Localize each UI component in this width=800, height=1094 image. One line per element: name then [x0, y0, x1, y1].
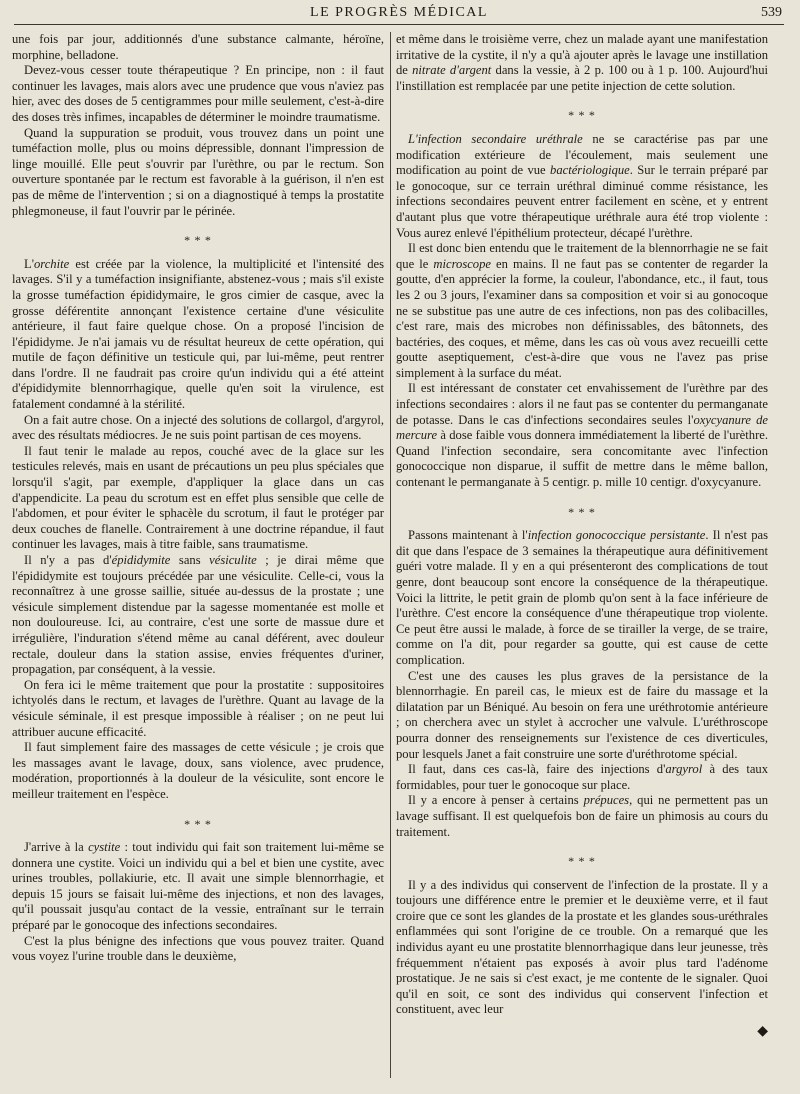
- section-separator: * * *: [184, 816, 212, 831]
- italic-term: nitrate d'argent: [412, 63, 492, 78]
- paragraph: [12, 257, 384, 413]
- italic-term: microscope: [433, 256, 491, 271]
- section-separator: * * *: [568, 504, 596, 519]
- paragraph-text: . Sur le terrain préparé par le gonocoque, sur ce terrain uréthral diminué comme résistance, les infections secondaires peuvent entrer facilement en scène, et y entrent d'autant plus que votre thérapeutique uréthrale aura été trop violente : Vous aurez enlevé l'épithélium protecteur, décapé l'urèthre.: [396, 163, 768, 240]
- paragraph-lead: Il y a encore à penser à certains: [408, 793, 584, 808]
- italic-term: épididymite: [111, 553, 171, 567]
- paragraph-text: Quand la suppuration se produit, vous trouvez dans un point une tuméfaction molle, plus ou moins dépressible, donnant l'impression de linge mouillé. Elle peut s'ouvrir par l'urèthre, ou par le rectum. Son ouverture spontanée par le rectum est favorable à la guérison, il n'en est pas de même de l'intervention ; si on a diagnostiqué à temps la prostatite phlegmoneuse, il faut l'ouvrir par le périnée.: [12, 125, 384, 218]
- column-divider: [390, 32, 391, 1078]
- paragraph: [396, 878, 768, 1018]
- paragraph-text: C'est une des causes les plus graves de la persistance de la blennorrhagie. En pareil cas, le mieux est de faire du massage et la dilatation par un Béniqué. Au besoin on fera une uréthrotomie antérieure ; on cherchera avec un stylet à accrocher une valvule. L'uréthroscope pourra donner des renseignements sur l'existence de ces diverticules, pour lesquels Janet a fait construire une sorte d'uréthrotome spécial.: [396, 668, 768, 761]
- paragraph: [396, 381, 768, 490]
- paragraph: [12, 553, 384, 678]
- paragraph-text: à des taux formidables, pour tuer le gonocoque sur place.: [396, 762, 768, 792]
- paragraph-lead: Passons maintenant à l': [408, 528, 528, 543]
- paragraph: [12, 444, 384, 553]
- italic-term: prépuces: [583, 793, 630, 808]
- paragraph-text: dans la vessie, à 2 p. 100 ou à 1 p. 100. Aujourd'hui l'instillation est remplacée par une petite injection de cette solution.: [396, 63, 768, 93]
- paragraph-lead: Il faut, dans ces cas-là, faire des injections d': [408, 762, 666, 777]
- italic-term: L'infection secondaire uréthrale: [408, 131, 583, 146]
- paragraph: [396, 528, 768, 668]
- section-separator: * * *: [184, 233, 212, 248]
- section-separator: * * *: [568, 854, 596, 869]
- paragraph: [12, 32, 384, 63]
- paragraph-lead: Il est donc bien entendu que le traitement de la blennorrhagie ne se fait que le: [396, 241, 768, 271]
- paragraph-lead: L': [24, 256, 34, 271]
- italic-term: argyrol: [665, 762, 703, 777]
- paragraph: [12, 413, 384, 444]
- paragraph-mid: sans: [170, 553, 210, 567]
- paragraph: [12, 126, 384, 220]
- paragraph-lead: J'arrive à la: [24, 840, 89, 855]
- paragraph: [396, 132, 768, 241]
- paragraph-text: une fois par jour, additionnés d'une substance calmante, héroïne, morphine, belladone.: [12, 32, 384, 62]
- paragraph-mid: ne se caractérise pas par une modification extérieure de l'écoulement, mais seulement une modification au point de vue: [396, 131, 768, 178]
- page-number: 539: [761, 5, 782, 20]
- page-header: [14, 4, 784, 25]
- italic-term: vésiculite: [209, 553, 257, 567]
- section-separator: * * *: [568, 108, 596, 123]
- end-ornament: ◆: [757, 1024, 768, 1040]
- text-columns: [12, 32, 790, 1084]
- italic-term: cystite: [88, 840, 121, 855]
- italic-term: bactériologique: [550, 163, 630, 178]
- paragraph-lead: Il est intéressant de constater cet envahissement de l'urèthre par des infections secondaires : alors il ne faut pas se contenter du permanganate de potasse. Dans le cas d'infections secondaires seules l': [396, 381, 768, 427]
- paragraph-text: . Il n'est pas dit que dans l'espace de 3 semaines la thérapeutique aura définitivement guéri votre malade. Il y en a qui présenteront des complications de tout genre, dont beaucoup sont encore la conséquence de la thérapeutique. Voici la littrite, le petit grain de plomb qu'on sent à la face inférieure de l'urèthre. C'est encore la conséquence d'une thérapeutique trop violente. Ce peut être aussi le malade, à force de se tirailler la verge, de se traire, comme on l'a dit, pour regarder sa goutte, qui est cause de cette complication.: [396, 528, 768, 667]
- paragraph-lead: et même dans le troisième verre, chez un malade ayant une manifestation irritative de la cystite, il n'y a qu'à ajouter après le lavage une instillation de: [396, 32, 768, 78]
- paragraph-text: à dose faible vous donnera immédiatement la liberté de l'urèthre. Quand l'infection secondaire, sera concomitante avec l'infection gonococcique non disparue, il suffit de mettre dans le même ballon, contenant le permanganate à 5 centigr. p. mille 10 centigr. d'oxycyanure.: [396, 428, 768, 490]
- left-column: [12, 32, 384, 1084]
- paragraph-text: ; je dirai même que l'épididymite est toujours précédée par une vésiculite. Celle-ci, vous la reconnaîtrez à une grosse saillie, située au-dessus de la prostate ; une vésicule simplement distendue par la sagesse momentanée est molle et non douloureuse. Ici, au contraire, c'est une sorte de massue dure et irrégulière, l'induration s'étend même au canal déférent, avec douleur rectale, douleur dans la station assise, envies fréquentes d'uriner, propagation, par conséquent, à la vessie.: [12, 553, 384, 677]
- paragraph-text: : tout individu qui fait son traitement lui-même se donnera une cystite. Voici un individu qui a bel et bien une cystite, avec urines troubles, pollakiurie, etc. Il avait une simple blennorrhagie, et depuis 15 jours se faisait lui-même des injections, et non des lavages, qu'il poussait jusqu'au contact de la vessie, entraînant sur le terrain préparé par le gonocoque des infections secondaires.: [12, 840, 384, 933]
- journal-title: LE PROGRÈS MÉDICAL: [310, 5, 488, 20]
- paragraph: [396, 241, 768, 381]
- paragraph: [12, 740, 384, 802]
- paragraph-text: Il y a des individus qui conservent de l'infection de la prostate. Il y a toujours une différence entre le premier et le deuxième verre, et il faut croire que ce sont les glandes de la prostate et les glandes sous-uréthrales enflammées qui sont l'origine de ce trouble. On a remarqué que les individus ayant eu une prostatite blennorrhagique dans leur jeunesse, très fréquemment n'étaient pas exposés à avoir plus tard l'adénome prostatique. Je ne sais si c'est exact, je me contente de le signaler. Quoi qu'il en soit, ce sont des individus qui conservent l'infection et constituent, avec leur: [396, 877, 768, 1017]
- paragraph-text: Il faut simplement faire des massages de cette vésicule ; je crois que les massages avant le lavage, doux, sans violence, avec prudence, modération, proportionnés à la douleur de la vésiculite, sont encore le meilleur traitement en l'espèce.: [12, 740, 384, 801]
- paragraph: [12, 63, 384, 125]
- paragraph: [12, 840, 384, 934]
- paragraph-text: C'est la plus bénigne des infections que vous pouvez traiter. Quand vous voyez l'urine trouble dans le deuxième,: [12, 933, 384, 964]
- paragraph-text: On fera ici le même traitement que pour la prostatite : suppositoires ichtyolés dans le rectum, et lavages de l'urèthre. Quant au lavage de la vésicule séminale, il est presque impossible à réaliser ; on ne peut lui attribuer aucune efficacité.: [12, 677, 384, 739]
- right-column: [396, 32, 768, 1084]
- italic-term: orchite: [33, 256, 70, 271]
- italic-term: infection gonococcique persistante: [527, 528, 706, 543]
- paragraph: [12, 934, 384, 965]
- paragraph: [396, 32, 768, 94]
- paragraph-text: Il faut tenir le malade au repos, couché avec de la glace sur les testicules relevés, mais en usant de précautions un peu plus spéciales que lorsqu'il s'agit, par exemple, d'appliquer la glace dans un cas d'appendicite. La peau du scrotum est en effet plus sensible que celle de l'abdomen, et pour éviter le sphacèle du scrotum, il faut le protéger par deux couches de flanelle. Contrairement à une doctrine répandue, il faut continuer les lavages, mais à titre faible, sans traumatisme.: [12, 443, 384, 552]
- paragraph: [396, 793, 768, 840]
- paragraph: [396, 762, 768, 793]
- paragraph-text: est créée par la violence, la multiplicité et l'intensité des lavages. S'il y a tuméfaction insignifiante, abstenez-vous ; mais s'il existe la grosse tuméfaction épididymaire, le gros cimier de casque, avec la grosse déférentite annonçant l'existence certaine d'une vésiculite antérieure, il faut faire quelque chose. On a proposé l'incision de l'épididyme. Je n'ai jamais vu de résultat heureux de cette opération, qui mutile de façon définitive un testicule qui, par lui-même, peut rentrer dans l'ordre. Il ne faudrait pas croire qu'un individu qui a été atteint d'épididymite blennorrhagique, quelle qu'en soit la virulence, est fatalement condamné à la stérilité.: [12, 256, 384, 412]
- paragraph: [396, 669, 768, 763]
- paragraph: [12, 678, 384, 740]
- paragraph-text: Devez-vous cesser toute thérapeutique ? En principe, non : il faut continuer les lavages, mais alors avec une prudence que vous n'aviez pas hier, avec des doses de 5 centigrammes pour mille seulement, c'est-à-dire des doses très infimes, incapables de déterminer le moindre traumatisme.: [12, 63, 384, 124]
- paragraph-text: , qui ne permettent pas un lavage suffisant. Il est quelquefois bon de faire un phimosis au cours du traitement.: [396, 793, 768, 839]
- paragraph-text: en mains. Il ne faut pas se contenter de regarder la goutte, d'en apprécier la forme, la couleur, l'abondance, etc., il faut, tous les 2 ou 3 jours, l'examiner dans sa composition et voir si au gonocoque ne se substitue pas une autre de ces infections, non pas des colibacilles, c'est rare, mais des microbes non définissables, des bâtonnets, des bactéries, des coques, et même, dans les cas où vous avez recueilli cette goutte aseptiquement, c'est-à-dire que vous ne l'avez pas prise simplement à la surface du méat.: [396, 256, 768, 380]
- paragraph-lead: Il n'y a pas d': [24, 553, 112, 567]
- italic-term: oxycyanure de mercure: [396, 412, 768, 443]
- paragraph-text: On a fait autre chose. On a injecté des solutions de collargol, d'argyrol, avec des résultats médiocres. Je ne suis point partisan de ces moyens.: [12, 412, 384, 443]
